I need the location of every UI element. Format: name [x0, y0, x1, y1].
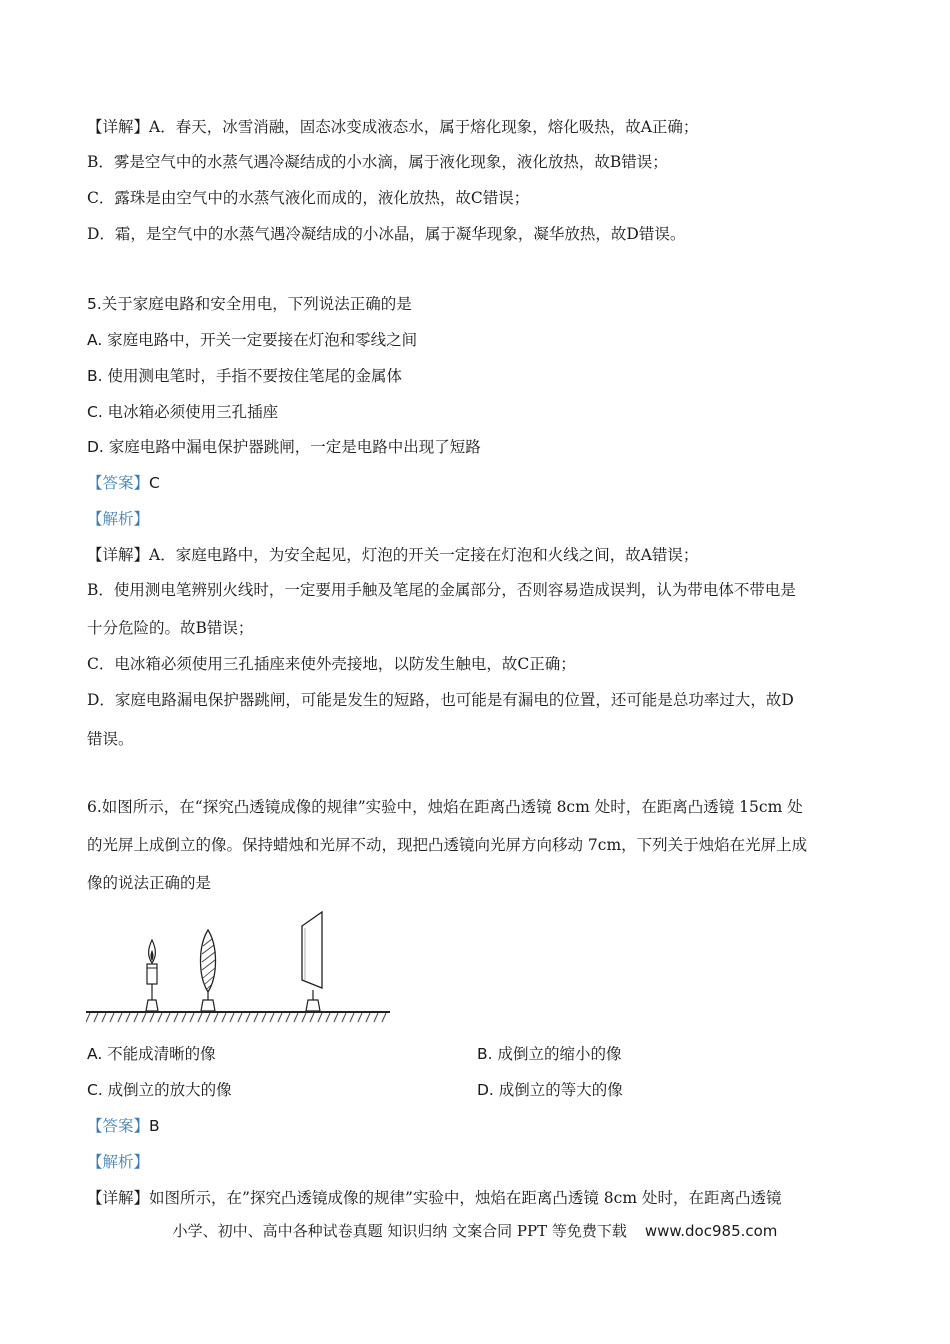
- prev-detail-line-4: D．霜，是空气中的水蒸气遇冷凝结成的小冰晶，属于凝华现象，凝华放热，故D错误。: [87, 225, 686, 243]
- detail-tag: 【详解】: [87, 118, 150, 136]
- convex-lens: [201, 930, 216, 1011]
- prev-detail-line-3: C．露珠是由空气中的水蒸气液化而成的，液化放热，故C错误；: [87, 189, 530, 207]
- q6-option-c: C. 成倒立的放大的像: [87, 1081, 232, 1099]
- light-screen: [302, 912, 322, 1011]
- page-footer: [0, 1220, 950, 1241]
- q5-detail-line-2: B．使用测电笔辨别火线时，一定要用手触及笔尾的金属部分，否则容易造成误判，认为带电体不带电是: [87, 581, 796, 599]
- q5-detail-line-4: C．电冰箱必须使用三孔插座来使外壳接地，以防发生触电，故C正确；: [87, 655, 576, 673]
- q5-analysis-tag: 【解析】: [87, 510, 150, 528]
- q6-option-d: D. 成倒立的等大的像: [477, 1081, 623, 1099]
- prev-detail-line-2: B．雾是空气中的水蒸气遇冷凝结成的小水滴，属于液化现象，液化放热，故B错误；: [87, 153, 668, 171]
- q6-stem-line-2: 的光屏上成倒立的像。保持蜡烛和光屏不动，现把凸透镜向光屏方向移动 7cm，下列关于烛焰在光屏上成: [87, 836, 808, 854]
- detail-tag: 【详解】: [87, 546, 150, 564]
- q5-answer: [87, 473, 160, 493]
- q6-answer: [87, 1116, 160, 1136]
- answer-tag: 【答案】: [87, 1117, 150, 1135]
- q6-stem-line-1: 6.如图所示，在“探究凸透镜成像的规律”实验中，烛焰在距离凸透镜 8cm 处时，在距离凸透镜 15cm 处: [87, 798, 803, 816]
- footer-text: 小学、初中、高中各种试卷真题 知识归纳 文案合同 PPT 等免费下载: [172, 1222, 627, 1240]
- q6-analysis-tag: 【解析】: [87, 1153, 150, 1171]
- prev-detail-line-1: 【详解】A．春天，冰雪消融，固态冰变成液态水，属于熔化现象，熔化吸热，故A正确；: [87, 118, 699, 136]
- q5-option-b: B. 使用测电笔时，手指不要按住笔尾的金属体: [87, 367, 402, 385]
- q5-option-c: C. 电冰箱必须使用三孔插座: [87, 403, 279, 421]
- optical-bench: [86, 1012, 390, 1022]
- lens-experiment-figure: [86, 906, 392, 1030]
- q5-detail-line-1: 【详解】A．家庭电路中，为安全起见，灯泡的开关一定接在灯泡和火线之间，故A错误；: [87, 546, 699, 564]
- footer-url[interactable]: www.doc985.com: [644, 1222, 778, 1240]
- q5-option-a: A. 家庭电路中，开关一定要接在灯泡和零线之间: [87, 331, 418, 349]
- q6-stem-line-3: 像的说法正确的是: [87, 874, 212, 892]
- q5-detail-line-3: 十分危险的。故B错误；: [87, 619, 254, 637]
- detail-tag: 【详解】: [87, 1189, 150, 1207]
- answer-value: C: [149, 474, 160, 492]
- answer-value: B: [149, 1117, 160, 1135]
- q5-stem: 5.关于家庭电路和安全用电，下列说法正确的是: [87, 295, 412, 313]
- q5-option-d: D. 家庭电路中漏电保护器跳闸，一定是电路中出现了短路: [87, 438, 481, 456]
- q6-option-b: B. 成倒立的缩小的像: [477, 1045, 622, 1063]
- q6-option-a: A. 不能成清晰的像: [87, 1045, 216, 1063]
- q5-detail-line-6: 错误。: [87, 730, 134, 748]
- candle: [146, 940, 158, 1011]
- q6-detail-line-1: 【详解】如图所示，在”探究凸透镜成像的规律”实验中，烛焰在距离凸透镜 8cm 处时，在距离凸透镜: [87, 1189, 782, 1207]
- q5-detail-line-5: D．家庭电路漏电保护器跳闸，可能是发生的短路，也可能是有漏电的位置，还可能是总功率过大，故D: [87, 691, 794, 709]
- answer-tag: 【答案】: [87, 474, 150, 492]
